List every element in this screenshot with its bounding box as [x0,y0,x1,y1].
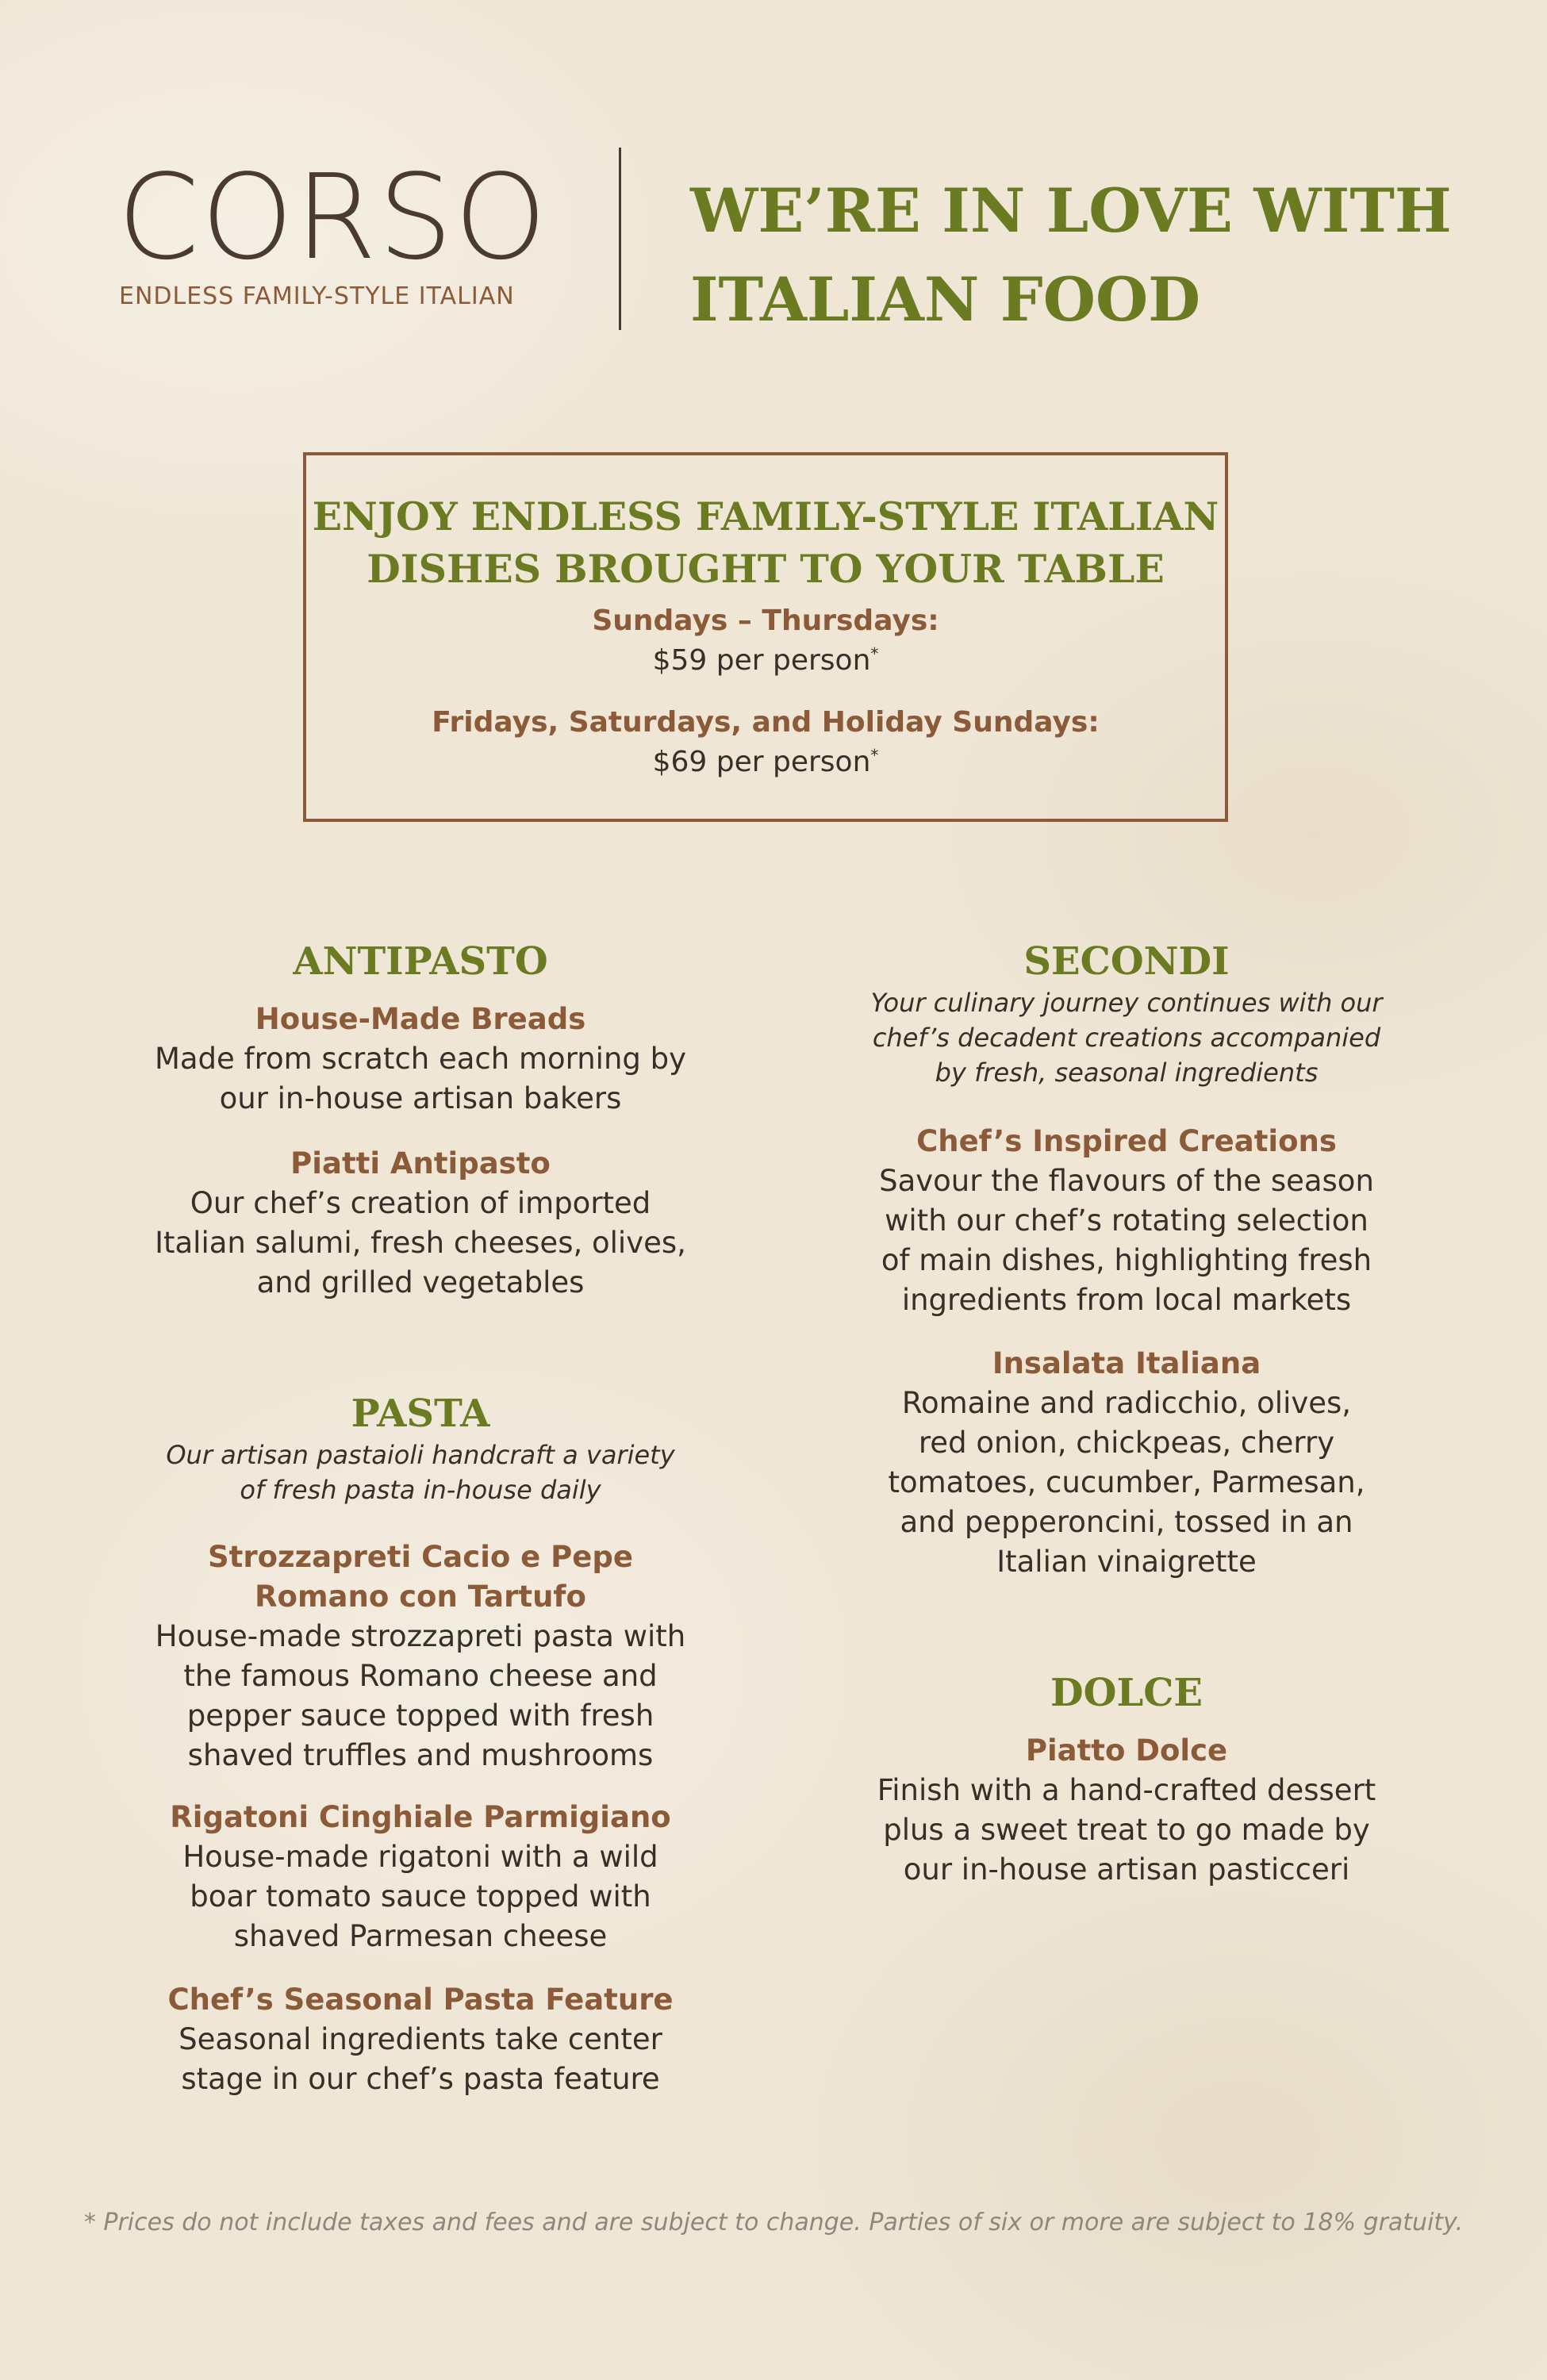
description-line: ingredients from local markets [901,1283,1352,1317]
description-line: tomatoes, cucumber, Parmesan, [888,1465,1365,1499]
weekend-label: Fridays, Saturdays, and Holiday Sundays: [432,706,1100,739]
description-line: House-made rigatoni with a wild [182,1840,658,1874]
weekday-price-text: $59 per person [652,644,871,677]
menu-item-name: Piatto Dolce [1025,1733,1228,1768]
description-line: our in-house artisan pasticceri [903,1852,1350,1887]
weekend-price-asterisk: * [870,746,879,765]
description-line: Romaine and radicchio, olives, [901,1386,1352,1420]
secondi-title: SECONDI [1023,939,1230,984]
description-line: plus a sweet treat to go made by [883,1813,1370,1847]
header-divider [619,148,621,330]
pasta-intro [135,1438,706,1507]
intro-line: chef’s decadent creations accompanied [872,1023,1381,1053]
name-line: Strozzapreti Cacio e Pepe [208,1540,633,1574]
menu-item-name: Chef’s Seasonal Pasta Feature [167,1983,674,2017]
menu-item-name: Insalata Italiana [992,1346,1261,1380]
description-line: Made from scratch each morning by [154,1042,687,1076]
corso-logo: CORSO [117,149,549,286]
menu-item-name [135,1537,706,1617]
description-line: boar tomato sauce topped with [190,1879,651,1914]
description-line: Savour the flavours of the season [879,1164,1374,1198]
menu-item-description [135,1184,706,1303]
description-line: Italian vinaigrette [996,1545,1257,1579]
intro-line: of fresh pasta in-house daily [240,1475,601,1505]
description-line: Italian salumi, fresh cheeses, olives, [155,1226,686,1260]
headline-line-2: ITALIAN FOOD [690,264,1201,335]
description-line: stage in our chef’s pasta feature [181,2062,660,2096]
pricing-title-line-2: DISHES BROUGHT TO YOUR TABLE [367,546,1165,592]
description-line: shaved truffles and mushrooms [187,1738,654,1772]
weekend-price [303,746,1228,778]
pricing-footnote: * Prices do not include taxes and fees and are subject to change. Parties of six or more are subject to 18% gratuity. [83,2209,1464,2236]
description-line: and pepperoncini, tossed in an [900,1505,1353,1539]
menu-item-description [841,1771,1412,1890]
intro-line: by fresh, seasonal ingredients [935,1058,1319,1088]
weekday-price [303,644,1228,677]
description-line: Our chef’s creation of imported [190,1186,651,1220]
description-line: pepper sauce topped with fresh [186,1699,654,1733]
page-headline [690,167,1515,344]
description-line: Finish with a hand-crafted dessert [877,1773,1376,1807]
pasta-title: PASTA [351,1392,490,1436]
weekday-label: Sundays – Thursdays: [592,605,939,637]
description-line: and grilled vegetables [256,1265,585,1299]
menu-item-description [135,1837,706,1956]
description-line: of main dishes, highlighting fresh [881,1243,1372,1277]
weekday-price-asterisk: * [870,644,879,663]
secondi-intro [841,985,1412,1090]
weekend-price-text: $69 per person [652,746,871,778]
description-line: Seasonal ingredients take center [178,2022,662,2056]
menu-item-name: Chef’s Inspired Creations [916,1124,1337,1158]
menu-item-description [135,1617,706,1775]
pricing-title-line-1: ENJOY ENDLESS FAMILY-STYLE ITALIAN [312,493,1219,539]
intro-line: Our artisan pastaioli handcraft a variety [166,1440,675,1470]
description-line: House-made strozzapreti pasta with [155,1619,686,1653]
logo-tagline: ENDLESS FAMILY-STYLE ITALIAN [119,282,515,310]
menu-item-name: House-Made Breads [255,1002,586,1036]
pricing-title [303,490,1228,595]
name-line: Romano con Tartufo [255,1580,586,1614]
menu-item-name: Piatti Antipasto [290,1146,551,1180]
antipasto-title: ANTIPASTO [293,939,548,984]
headline-line-1: WE’RE IN LOVE WITH [690,175,1452,246]
description-line: shaved Parmesan cheese [233,1919,608,1953]
menu-item-description [135,2020,706,2099]
description-line: with our chef’s rotating selection [885,1203,1368,1238]
description-line: red onion, chickpeas, cherry [918,1426,1335,1460]
description-line: the famous Romano cheese and [183,1659,658,1693]
intro-line: Your culinary journey continues with our [870,988,1383,1018]
menu-item-name: Rigatoni Cinghiale Parmigiano [170,1800,671,1834]
description-line: our in-house artisan bakers [219,1081,622,1115]
menu-item-description [841,1161,1412,1320]
menu-item-description [841,1384,1412,1582]
menu-item-description [135,1039,706,1119]
dolce-title: DOLCE [1050,1671,1203,1715]
